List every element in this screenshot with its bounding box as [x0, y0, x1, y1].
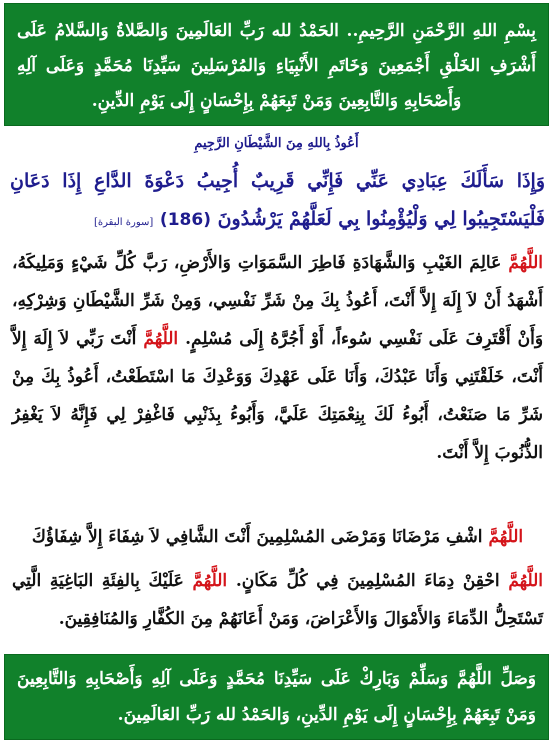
dua-1b-text: أَنْتَ رَبِّي لاَ إِلَهَ إِلاَّ أَنْتَ، خَلَقْتَنِي وَأَنَا عَبْدُكَ، وَأَنَا عَلَى عَهْدِكَ وَوَعْدِكَ مَا اسْتَطَعْتُ، أَعُوذُ بِكَ مِنْ شَرِّ مَا صَنَعْتُ، أَبُوءُ لَكَ بِنِعْمَتِكَ عَلَيَّ، وَأَبُوءُ بِذَنْبِي فَاغْفِرْ لِي فَإِنَّهُ لاَ يَغْفِرُ الذُّنُوبَ إِلاَّ أَنْتَ. [12, 329, 543, 463]
dua-1a-text: عَالِمَ الغَيْبِ وَالشَّهَادَةِ فَاطِرَ السَّمَوَاتِ وَالأَرْضِ، رَبَّ كُلِّ شَيْءٍ وَمَلِيكَهُ، أَشْهَدُ أَنْ لاَ إِلَهَ إِلاَّ أَنْتَ، أَعُوذُ بِكَ مِنْ شَرِّ نَفْسِي، وَمِنْ شَرِّ الشَّيْطَانِ وَشِرْكِهِ، وَأَنْ أَقْتَرِفَ عَلَى نَفْسِي سُوءاً، أَوْ أَجُرَّهُ إِلَى مُسْلِمٍ. [12, 253, 544, 349]
allahumma-label: اللَّهُمَّ [488, 527, 524, 547]
dua-2-text: اشْفِ مَرْضَانَا وَمَرْضَى المُسْلِمِينَ أَنْتَ الشَّافِي لاَ شِفَاءَ إِلاَّ شِفَاؤُكَ [31, 527, 483, 547]
allahumma-label: اللَّهُمَّ [508, 571, 544, 591]
opening-box [4, 3, 549, 126]
dua-paragraph-2 [12, 518, 543, 556]
verse-number: (186) [159, 210, 211, 230]
allahumma-label: اللَّهُمَّ [143, 329, 179, 349]
dua-3b-text: عَلَيْكَ بِالفِئَةِ البَاغِيَةِ الَّتِي تَسْتَحِلُّ الدِّمَاءَ وَالأَمْوَالَ وَالأَعْرَاضَ، وَمَنْ أَعَانَهُمْ مِنَ الكُفَّارِ وَالمُنَافِقِينَ. [12, 571, 543, 629]
opening-text: بِسْمِ اللهِ الرَّحْمَنِ الرَّحِيمِ.. الحَمْدُ لله رَبِّ العَالَمِينَ وَالصَّلاةُ وَالسَّلامُ عَلَى أَشْرَفِ الخَلْقِ أَجْمَعِينَ وَخَاتَمِ الأَنْبِيَاءِ وَالمُرْسَلِينَ سَيِّدِنَا مُحَمَّدٍ وَعَلَى آلِهِ وَأَصْحَابِهِ وَالتَّابِعِينَ وَمَنْ تَبِعَهُمْ بِإِحْسَانٍ إِلَى يَوْمِ الدِّينِ. [17, 21, 536, 111]
dua-paragraph-3 [12, 562, 543, 644]
allahumma-label: اللَّهُمَّ [508, 253, 544, 273]
closing-box [4, 654, 549, 740]
dua-paragraph-1 [12, 244, 543, 502]
verse-text: وَإِذَا سَأَلَكَ عِبَادِي عَنِّي فَإِنِّي قَرِيبٌ أُجِيبُ دَعْوَةَ الدَّاعِ إِذَا دَعَانِ فَلْيَسْتَجِيبُوا لِي وَلْيُؤْمِنُوا بِي لَعَلَّهُمْ يَرْشُدُونَ [10, 170, 545, 230]
isti-adha-line: أَعُوذُ بِاللهِ مِنَ الشَّيْطَانِ الرَّجِيمِ [194, 136, 359, 151]
closing-text: وَصَلِّ اللَّهُمَّ وَسَلِّمْ وَبَارِكْ عَلَى سَيِّدِنَا مُحَمَّدٍ وَعَلَى آلِهِ وَأَصْحَابِهِ وَالتَّابِعِينَ وَمَنْ تَبِعَهُمْ بِإِحْسَانٍ إِلَى يَوْمِ الدِّينِ، وَالحَمْدُ لله رَبِّ العَالَمِينَ. [17, 669, 536, 725]
allahumma-label: اللَّهُمَّ [192, 571, 228, 591]
dua-3a-text: احْقِنْ دِمَاءَ المُسْلِمِينَ فِي كُلِّ مَكَانٍ. [235, 571, 500, 591]
quran-verse [10, 162, 545, 242]
surah-reference: [سورة البقرة] [94, 217, 154, 228]
